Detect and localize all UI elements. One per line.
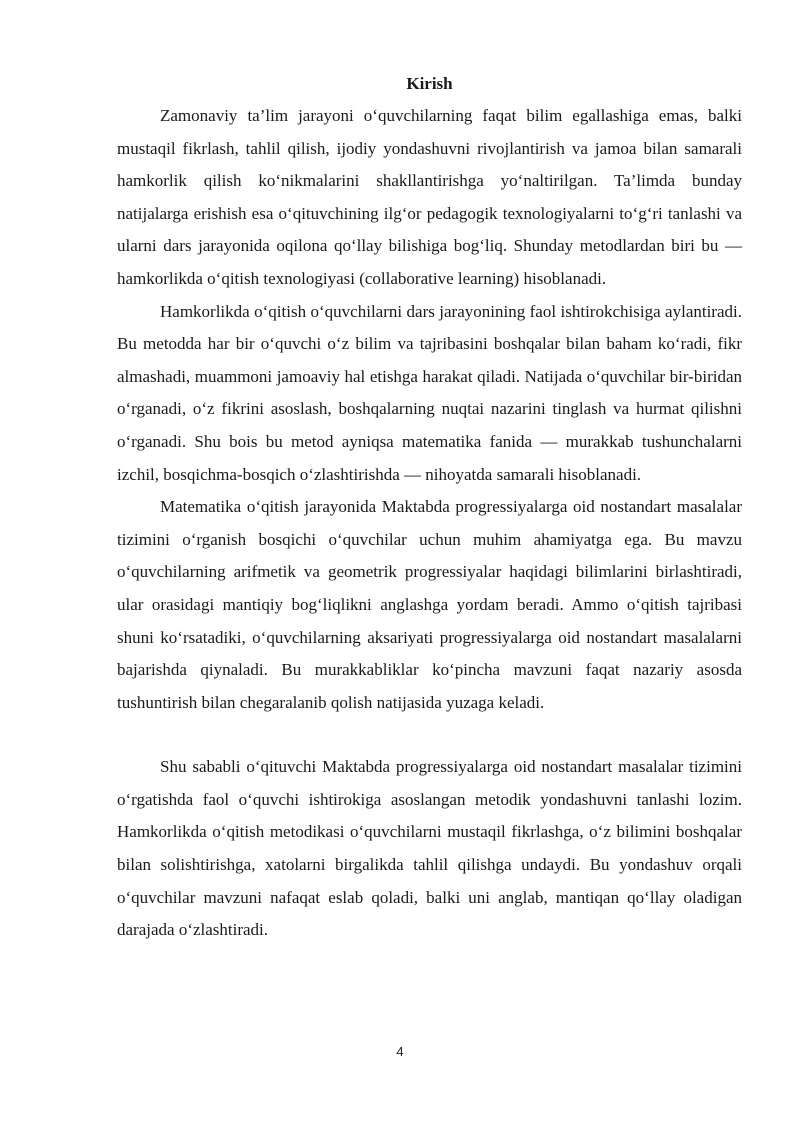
page-number: 4 xyxy=(396,1044,404,1059)
section-title: Kirish xyxy=(406,74,453,93)
paragraph-2: Hamkorlikda o‘qitish o‘quvchilarni dars jarayonining faol ishtirokchisiga aylantiradi. Bu metodda har bir o‘quvchi o‘z bilim va tajribasini boshqalar bilan baham ko‘radi, fikr almashadi, muammoni jamoaviy hal etishga harakat qiladi. Natijada o‘quvchilar bir-biridan o‘rganadi, o‘z fikrini asoslash, boshqalarning nuqtai nazarini tinglash va hurmat qilishni o‘rganadi. Shu bois bu metod ayniqsa matematika fanida — murakkab tushunchalarni izchil, bosqichma-bosqich o‘zlashtirishda — nihoyatda samarali hisoblanadi. xyxy=(117,301,742,484)
paragraph-1: Zamonaviy ta’lim jarayoni o‘quvchilarning faqat bilim egallashiga emas, balki mustaqil fikrlash, tahlil qilish, ijodiy yondashuvni rivojlantirish va jamoa bilan samarali hamkorlik qilish ko‘nikmalarini shakllantirishga yo‘naltirilgan. Ta’limda bunday natijalarga erishish esa o‘qituvchining ilg‘or pedagogik texnologiyalarni to‘g‘ri tanlashi va ularni dars jarayonida oqilona qo‘llay bilishiga bog‘liq. Shunday metodlardan biri bu — hamkorlikda o‘qitish texnologiyasi (collaborative learning) hisoblanadi. xyxy=(117,106,742,288)
paragraph-3: Matematika o‘qitish jarayonida Maktabda progressiyalarga oid nostandart masalalar tizimini o‘rganish bosqichi o‘quvchilar uchun muhim ahamiyatga ega. Bu mavzu o‘quvchilarning arifmetik va geometrik progressiyalar haqidagi bilimlarini birlashtiradi, ular orasidagi mantiqiy bog‘liqlikni anglashga yordam beradi. Ammo o‘qitish tajribasi shuni ko‘rsatadiki, o‘quvchilarning aksariyati progressiyalarga oid nostandart masalalarni bajarishda qiynaladi. Bu murakkabliklar ko‘pincha mavzuni faqat nazariy asosda tushuntirish bilan chegaralanib qolish natijasida yuzaga keladi. xyxy=(117,497,742,712)
paragraph-4: Shu sababli o‘qituvchi Maktabda progressiyalarga oid nostandart masalalar tizimini o‘rgatishda faol o‘quvchi ishtirokiga asoslangan metodik yondashuvni tanlashi lozim. Hamkorlikda o‘qitish metodikasi o‘quvchilarni mustaqil fikrlashga, o‘z bilimini boshqalar bilan solishtirishga, xatolarni birgalikda tahlil qilishga undaydi. Bu yondashuv orqali o‘quvchilar mavzuni nafaqat eslab qoladi, balki uni anglab, mantiqan qo‘llay oladigan darajada o‘zlashtiradi. xyxy=(117,757,742,940)
paragraph-gap xyxy=(117,719,742,751)
document-page xyxy=(117,74,742,947)
